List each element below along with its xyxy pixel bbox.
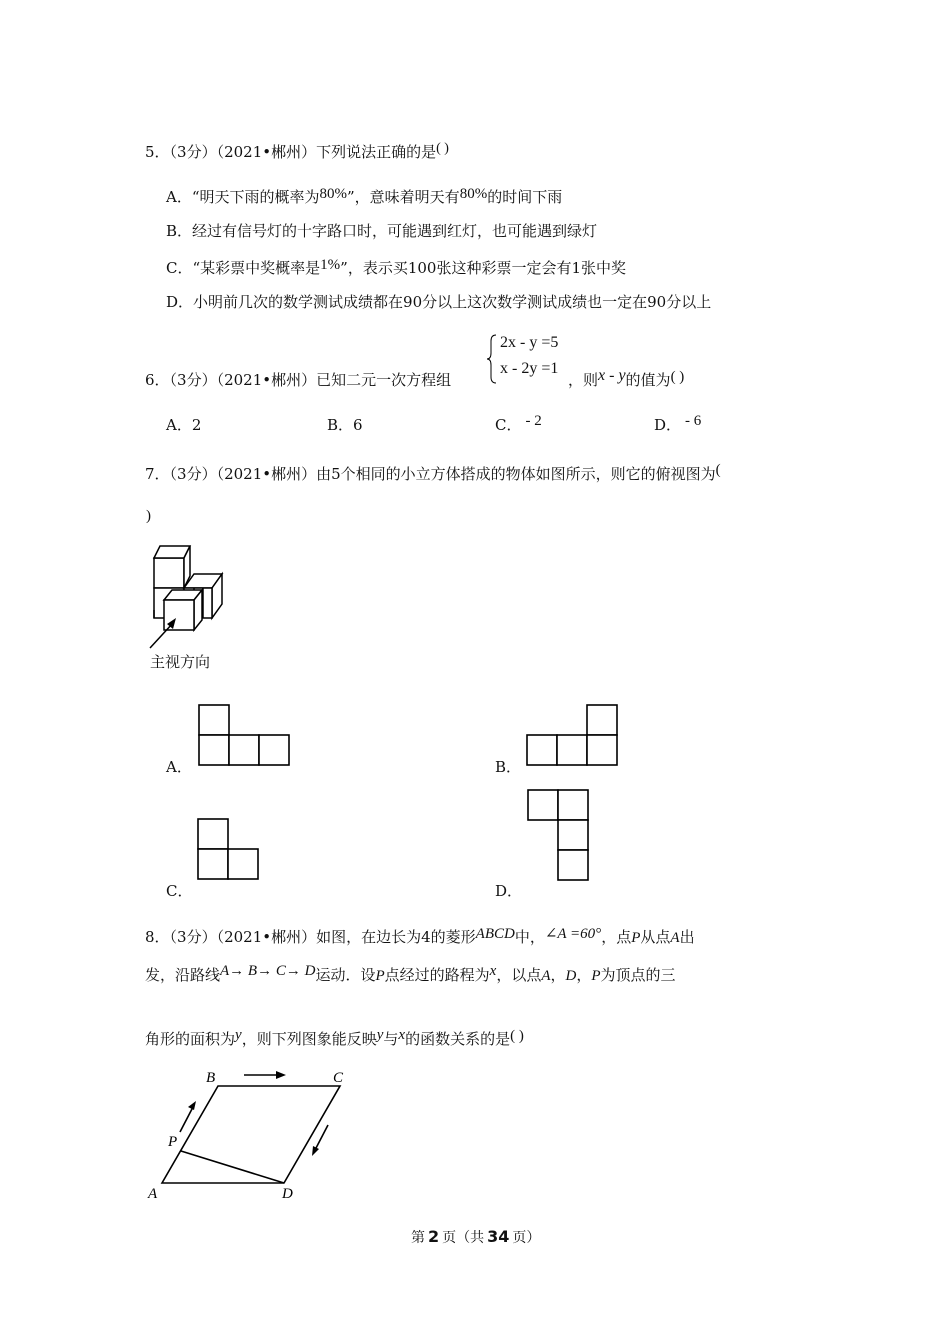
q7-option-c-figure[interactable] (197, 818, 259, 880)
equation-brace (487, 333, 499, 385)
q5-option-a[interactable]: A．“明天下雨的概率为80%”，意味着明天有80%的时间下雨 (166, 186, 563, 206)
q7-option-b-label[interactable]: B． (495, 758, 522, 776)
q7-option-c-label[interactable]: C． (166, 882, 193, 900)
page-footer: 第 2 页（共 34 页） (411, 1227, 541, 1246)
equation-1: 2x - y =5 (500, 334, 559, 351)
vertex-b-label: B (206, 1070, 216, 1086)
q6-option-c[interactable]: C． - 2 (495, 413, 542, 434)
main-view-direction-label: 主视方向 (150, 653, 211, 671)
q5-stem: 5．（3分）（2021•郴州）下列说法正确的是( ) (145, 141, 449, 161)
vertex-a-label: A (148, 1186, 158, 1202)
q7-stem: 7．（3分）（2021•郴州）由5个相同的小立方体搭成的物体如图所示，则它的俯视图为( (145, 462, 721, 483)
q6-stem-tail: ，则x - y的值为( ) (568, 367, 685, 389)
equation-2: x - 2y =1 (500, 360, 559, 377)
vertex-c-label: C (333, 1070, 344, 1086)
q8-line-3: 角形的面积为y，则下列图象能反映y与x的函数关系的是( ) (145, 1027, 524, 1048)
vertex-d-label: D (282, 1186, 293, 1202)
q5-option-c[interactable]: C．“某彩票中奖概率是1%”，表示买100张这种彩票一定会有1张中奖 (166, 257, 627, 277)
q7-paren-close: ) (146, 508, 151, 524)
q7-option-d-figure[interactable] (527, 789, 589, 881)
q6-option-a[interactable]: A．2 (166, 416, 202, 434)
q7-option-d-label[interactable]: D． (495, 882, 523, 900)
q5-option-d[interactable]: D．小明前几次的数学测试成绩都在90分以上这次数学测试成绩也一定在90分以上 (166, 293, 712, 311)
q8-line-1: 8．（3分）（2021•郴州）如图，在边长为4的菱形ABCD中，∠A =60°，点P从点A出 (145, 926, 695, 946)
q7-option-a-label[interactable]: A． (166, 758, 192, 776)
q8-line-2: 发，沿路线A→ B→ C→ D运动．设P点经过的路程为x，以点A，D，P为顶点的三 (145, 963, 676, 984)
q6-option-b[interactable]: B．6 (327, 416, 363, 434)
q7-option-a-figure[interactable] (198, 704, 290, 766)
q5-option-b[interactable]: B．经过有信号灯的十字路口时，可能遇到红灯，也可能遇到绿灯 (166, 222, 598, 240)
q6-option-d[interactable]: D． - 6 (654, 413, 702, 434)
rhombus-figure (140, 1062, 370, 1212)
q7-option-b-figure[interactable] (526, 704, 618, 766)
q6-stem: 6．（3分）（2021•郴州）已知二元一次方程组 (145, 371, 452, 389)
point-p-label: P (168, 1134, 178, 1150)
